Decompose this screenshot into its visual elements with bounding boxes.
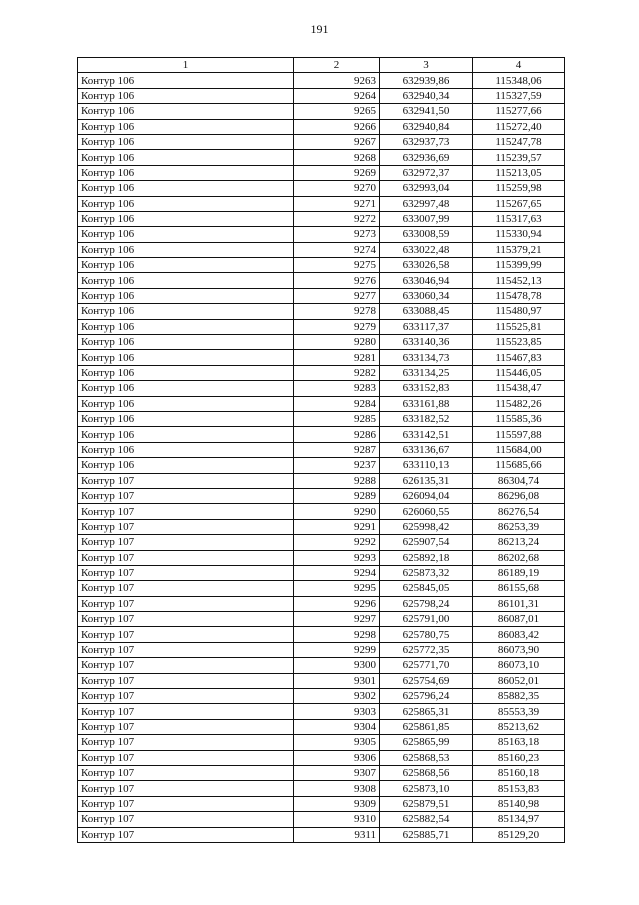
- point-number-cell: 9279: [294, 319, 380, 334]
- contour-name-cell: Контур 106: [78, 427, 294, 442]
- y-coordinate-cell: 85153,83: [473, 781, 565, 796]
- contour-name-cell: Контур 106: [78, 88, 294, 103]
- x-coordinate-cell: 633182,52: [380, 411, 473, 426]
- table-row: [78, 565, 565, 580]
- table-row: [78, 596, 565, 611]
- point-number-cell: 9284: [294, 396, 380, 411]
- page-number: 191: [310, 22, 329, 36]
- contour-name-cell: Контур 107: [78, 796, 294, 811]
- contour-name-cell: Контур 107: [78, 735, 294, 750]
- y-coordinate-cell: 115277,66: [473, 104, 565, 119]
- point-number-cell: 9302: [294, 689, 380, 704]
- contour-name-cell: Контур 107: [78, 658, 294, 673]
- point-number-cell: 9307: [294, 765, 380, 780]
- table-row: [78, 165, 565, 180]
- x-coordinate-cell: 632993,04: [380, 181, 473, 196]
- y-coordinate-cell: 115239,57: [473, 150, 565, 165]
- point-number-cell: 9309: [294, 796, 380, 811]
- y-coordinate-cell: 115317,63: [473, 211, 565, 226]
- x-coordinate-cell: 625892,18: [380, 550, 473, 565]
- contour-name-cell: Контур 107: [78, 750, 294, 765]
- y-coordinate-cell: 115685,66: [473, 458, 565, 473]
- table-row: [78, 519, 565, 534]
- y-coordinate-cell: 115399,99: [473, 258, 565, 273]
- table-row: [78, 504, 565, 519]
- y-coordinate-cell: 86276,54: [473, 504, 565, 519]
- y-coordinate-cell: 85163,18: [473, 735, 565, 750]
- table-row: [78, 473, 565, 488]
- x-coordinate-cell: 633007,99: [380, 211, 473, 226]
- point-number-cell: 9281: [294, 350, 380, 365]
- header-col-1: 1: [78, 58, 294, 73]
- table-row: [78, 273, 565, 288]
- y-coordinate-cell: 85213,62: [473, 719, 565, 734]
- table-row: [78, 181, 565, 196]
- header-col-2: 2: [294, 58, 380, 73]
- contour-name-cell: Контур 106: [78, 73, 294, 88]
- x-coordinate-cell: 633152,83: [380, 381, 473, 396]
- point-number-cell: 9271: [294, 196, 380, 211]
- point-number-cell: 9273: [294, 227, 380, 242]
- table-row: [78, 211, 565, 226]
- table-row: [78, 581, 565, 596]
- x-coordinate-cell: 633046,94: [380, 273, 473, 288]
- point-number-cell: 9293: [294, 550, 380, 565]
- contour-name-cell: Контур 107: [78, 781, 294, 796]
- y-coordinate-cell: 86052,01: [473, 673, 565, 688]
- contour-name-cell: Контур 106: [78, 242, 294, 257]
- table-row: [78, 796, 565, 811]
- point-number-cell: 9278: [294, 304, 380, 319]
- table-row: [78, 365, 565, 380]
- x-coordinate-cell: 632939,86: [380, 73, 473, 88]
- point-number-cell: 9274: [294, 242, 380, 257]
- y-coordinate-cell: 115247,78: [473, 134, 565, 149]
- x-coordinate-cell: 625907,54: [380, 535, 473, 550]
- y-coordinate-cell: 86083,42: [473, 627, 565, 642]
- contour-name-cell: Контур 107: [78, 504, 294, 519]
- table-row: [78, 150, 565, 165]
- y-coordinate-cell: 115525,81: [473, 319, 565, 334]
- x-coordinate-cell: 633022,48: [380, 242, 473, 257]
- contour-name-cell: Контур 107: [78, 565, 294, 580]
- contour-name-cell: Контур 107: [78, 765, 294, 780]
- y-coordinate-cell: 115327,59: [473, 88, 565, 103]
- x-coordinate-cell: 632972,37: [380, 165, 473, 180]
- contour-name-cell: Контур 106: [78, 335, 294, 350]
- y-coordinate-cell: 115597,88: [473, 427, 565, 442]
- point-number-cell: 9270: [294, 181, 380, 196]
- x-coordinate-cell: 625772,35: [380, 642, 473, 657]
- table-row: [78, 288, 565, 303]
- x-coordinate-cell: 625754,69: [380, 673, 473, 688]
- x-coordinate-cell: 626135,31: [380, 473, 473, 488]
- y-coordinate-cell: 85140,98: [473, 796, 565, 811]
- y-coordinate-cell: 86304,74: [473, 473, 565, 488]
- x-coordinate-cell: 625771,70: [380, 658, 473, 673]
- point-number-cell: 9277: [294, 288, 380, 303]
- table-row: [78, 750, 565, 765]
- point-number-cell: 9283: [294, 381, 380, 396]
- contour-name-cell: Контур 106: [78, 350, 294, 365]
- x-coordinate-cell: 633117,37: [380, 319, 473, 334]
- point-number-cell: 9306: [294, 750, 380, 765]
- contour-name-cell: Контур 106: [78, 458, 294, 473]
- point-number-cell: 9310: [294, 812, 380, 827]
- y-coordinate-cell: 86073,10: [473, 658, 565, 673]
- point-number-cell: 9301: [294, 673, 380, 688]
- x-coordinate-cell: 625791,00: [380, 612, 473, 627]
- contour-name-cell: Контур 107: [78, 519, 294, 534]
- x-coordinate-cell: 632997,48: [380, 196, 473, 211]
- point-number-cell: 9290: [294, 504, 380, 519]
- contour-name-cell: Контур 107: [78, 612, 294, 627]
- point-number-cell: 9263: [294, 73, 380, 88]
- y-coordinate-cell: 85160,18: [473, 765, 565, 780]
- point-number-cell: 9266: [294, 119, 380, 134]
- y-coordinate-cell: 85160,23: [473, 750, 565, 765]
- contour-name-cell: Контур 107: [78, 581, 294, 596]
- contour-name-cell: Контур 107: [78, 488, 294, 503]
- point-number-cell: 9276: [294, 273, 380, 288]
- y-coordinate-cell: 115330,94: [473, 227, 565, 242]
- y-coordinate-cell: 85882,35: [473, 689, 565, 704]
- x-coordinate-cell: 633110,13: [380, 458, 473, 473]
- x-coordinate-cell: 625873,32: [380, 565, 473, 580]
- header-col-3: 3: [380, 58, 473, 73]
- x-coordinate-cell: 625865,99: [380, 735, 473, 750]
- table-row: [78, 673, 565, 688]
- contour-name-cell: Контур 107: [78, 673, 294, 688]
- point-number-cell: 9294: [294, 565, 380, 580]
- table-row: [78, 612, 565, 627]
- table-body: [78, 73, 565, 843]
- point-number-cell: 9286: [294, 427, 380, 442]
- table-row: [78, 319, 565, 334]
- y-coordinate-cell: 86073,90: [473, 642, 565, 657]
- y-coordinate-cell: 115379,21: [473, 242, 565, 257]
- contour-name-cell: Контур 106: [78, 288, 294, 303]
- point-number-cell: 9304: [294, 719, 380, 734]
- table-row: [78, 458, 565, 473]
- contour-name-cell: Контур 106: [78, 134, 294, 149]
- x-coordinate-cell: 625796,24: [380, 689, 473, 704]
- contour-name-cell: Контур 106: [78, 211, 294, 226]
- contour-name-cell: Контур 106: [78, 119, 294, 134]
- x-coordinate-cell: 633088,45: [380, 304, 473, 319]
- point-number-cell: 9292: [294, 535, 380, 550]
- x-coordinate-cell: 625798,24: [380, 596, 473, 611]
- point-number-cell: 9299: [294, 642, 380, 657]
- point-number-cell: 9280: [294, 335, 380, 350]
- point-number-cell: 9300: [294, 658, 380, 673]
- table-row: [78, 442, 565, 457]
- point-number-cell: 9305: [294, 735, 380, 750]
- table-row: [78, 642, 565, 657]
- point-number-cell: 9289: [294, 488, 380, 503]
- y-coordinate-cell: 115213,05: [473, 165, 565, 180]
- table-row: [78, 88, 565, 103]
- y-coordinate-cell: 115467,83: [473, 350, 565, 365]
- table-row: [78, 427, 565, 442]
- x-coordinate-cell: 625882,54: [380, 812, 473, 827]
- x-coordinate-cell: 625868,56: [380, 765, 473, 780]
- contour-name-cell: Контур 106: [78, 396, 294, 411]
- y-coordinate-cell: 115585,36: [473, 411, 565, 426]
- point-number-cell: 9288: [294, 473, 380, 488]
- y-coordinate-cell: 86296,08: [473, 488, 565, 503]
- x-coordinate-cell: 626094,04: [380, 488, 473, 503]
- contour-name-cell: Контур 106: [78, 196, 294, 211]
- table-row: [78, 719, 565, 734]
- table-row: [78, 781, 565, 796]
- x-coordinate-cell: 625861,85: [380, 719, 473, 734]
- x-coordinate-cell: 633008,59: [380, 227, 473, 242]
- y-coordinate-cell: 115478,78: [473, 288, 565, 303]
- table-row: [78, 689, 565, 704]
- y-coordinate-cell: 86202,68: [473, 550, 565, 565]
- contour-name-cell: Контур 107: [78, 812, 294, 827]
- contour-name-cell: Контур 106: [78, 365, 294, 380]
- y-coordinate-cell: 86253,39: [473, 519, 565, 534]
- x-coordinate-cell: 625845,05: [380, 581, 473, 596]
- y-coordinate-cell: 115259,98: [473, 181, 565, 196]
- table-row: [78, 765, 565, 780]
- table-row: [78, 258, 565, 273]
- point-number-cell: 9303: [294, 704, 380, 719]
- table-row: [78, 411, 565, 426]
- table-row: [78, 227, 565, 242]
- x-coordinate-cell: 633142,51: [380, 427, 473, 442]
- contour-name-cell: Контур 107: [78, 719, 294, 734]
- table-row: [78, 812, 565, 827]
- table-row: [78, 396, 565, 411]
- point-number-cell: 9269: [294, 165, 380, 180]
- contour-name-cell: Контур 106: [78, 150, 294, 165]
- point-number-cell: 9287: [294, 442, 380, 457]
- x-coordinate-cell: 633134,25: [380, 365, 473, 380]
- table-row: [78, 104, 565, 119]
- y-coordinate-cell: 115348,06: [473, 73, 565, 88]
- y-coordinate-cell: 115452,13: [473, 273, 565, 288]
- x-coordinate-cell: 625885,71: [380, 827, 473, 842]
- y-coordinate-cell: 115523,85: [473, 335, 565, 350]
- point-number-cell: 9296: [294, 596, 380, 611]
- y-coordinate-cell: 85134,97: [473, 812, 565, 827]
- point-number-cell: 9285: [294, 411, 380, 426]
- table-row: [78, 134, 565, 149]
- table-row: [78, 704, 565, 719]
- table-row: [78, 827, 565, 842]
- x-coordinate-cell: 633134,73: [380, 350, 473, 365]
- y-coordinate-cell: 86101,31: [473, 596, 565, 611]
- coordinates-table: [77, 57, 565, 843]
- x-coordinate-cell: 633136,67: [380, 442, 473, 457]
- point-number-cell: 9275: [294, 258, 380, 273]
- x-coordinate-cell: 633026,58: [380, 258, 473, 273]
- table-row: [78, 488, 565, 503]
- contour-name-cell: Контур 106: [78, 165, 294, 180]
- x-coordinate-cell: 632940,34: [380, 88, 473, 103]
- table-row: [78, 735, 565, 750]
- table-row: [78, 535, 565, 550]
- contour-name-cell: Контур 107: [78, 627, 294, 642]
- y-coordinate-cell: 85129,20: [473, 827, 565, 842]
- x-coordinate-cell: 632941,50: [380, 104, 473, 119]
- point-number-cell: 9291: [294, 519, 380, 534]
- y-coordinate-cell: 86155,68: [473, 581, 565, 596]
- x-coordinate-cell: 625873,10: [380, 781, 473, 796]
- contour-name-cell: Контур 107: [78, 535, 294, 550]
- table-row: [78, 550, 565, 565]
- contour-name-cell: Контур 106: [78, 319, 294, 334]
- contour-name-cell: Контур 106: [78, 104, 294, 119]
- point-number-cell: 9264: [294, 88, 380, 103]
- table-row: [78, 627, 565, 642]
- contour-name-cell: Контур 106: [78, 258, 294, 273]
- contour-name-cell: Контур 106: [78, 411, 294, 426]
- point-number-cell: 9268: [294, 150, 380, 165]
- table-header: [78, 58, 565, 73]
- y-coordinate-cell: 115267,65: [473, 196, 565, 211]
- point-number-cell: 9311: [294, 827, 380, 842]
- y-coordinate-cell: 115684,00: [473, 442, 565, 457]
- y-coordinate-cell: 115480,97: [473, 304, 565, 319]
- table-row: [78, 381, 565, 396]
- table-row: [78, 196, 565, 211]
- x-coordinate-cell: 633161,88: [380, 396, 473, 411]
- y-coordinate-cell: 86213,24: [473, 535, 565, 550]
- contour-name-cell: Контур 107: [78, 642, 294, 657]
- x-coordinate-cell: 625998,42: [380, 519, 473, 534]
- point-number-cell: 9267: [294, 134, 380, 149]
- y-coordinate-cell: 86189,19: [473, 565, 565, 580]
- contour-name-cell: Контур 107: [78, 473, 294, 488]
- x-coordinate-cell: 625868,53: [380, 750, 473, 765]
- point-number-cell: 9297: [294, 612, 380, 627]
- contour-name-cell: Контур 106: [78, 381, 294, 396]
- contour-name-cell: Контур 107: [78, 827, 294, 842]
- y-coordinate-cell: 115482,26: [473, 396, 565, 411]
- point-number-cell: 9295: [294, 581, 380, 596]
- x-coordinate-cell: 633140,36: [380, 335, 473, 350]
- point-number-cell: 9282: [294, 365, 380, 380]
- x-coordinate-cell: 632940,84: [380, 119, 473, 134]
- y-coordinate-cell: 115272,40: [473, 119, 565, 134]
- table-row: [78, 658, 565, 673]
- x-coordinate-cell: 626060,55: [380, 504, 473, 519]
- table-row: [78, 73, 565, 88]
- x-coordinate-cell: 625879,51: [380, 796, 473, 811]
- contour-name-cell: Контур 106: [78, 227, 294, 242]
- contour-name-cell: Контур 107: [78, 596, 294, 611]
- y-coordinate-cell: 115438,47: [473, 381, 565, 396]
- x-coordinate-cell: 625865,31: [380, 704, 473, 719]
- contour-name-cell: Контур 107: [78, 550, 294, 565]
- table-row: [78, 304, 565, 319]
- point-number-cell: 9308: [294, 781, 380, 796]
- table-row: [78, 119, 565, 134]
- y-coordinate-cell: 115446,05: [473, 365, 565, 380]
- point-number-cell: 9237: [294, 458, 380, 473]
- contour-name-cell: Контур 106: [78, 304, 294, 319]
- table-row: [78, 242, 565, 257]
- x-coordinate-cell: 632936,69: [380, 150, 473, 165]
- contour-name-cell: Контур 107: [78, 704, 294, 719]
- x-coordinate-cell: 632937,73: [380, 134, 473, 149]
- header-col-4: 4: [473, 58, 565, 73]
- table-row: [78, 350, 565, 365]
- header-row: [78, 58, 565, 73]
- table-row: [78, 335, 565, 350]
- y-coordinate-cell: 85553,39: [473, 704, 565, 719]
- x-coordinate-cell: 625780,75: [380, 627, 473, 642]
- point-number-cell: 9298: [294, 627, 380, 642]
- contour-name-cell: Контур 106: [78, 442, 294, 457]
- contour-name-cell: Контур 107: [78, 689, 294, 704]
- point-number-cell: 9272: [294, 211, 380, 226]
- point-number-cell: 9265: [294, 104, 380, 119]
- x-coordinate-cell: 633060,34: [380, 288, 473, 303]
- y-coordinate-cell: 86087,01: [473, 612, 565, 627]
- contour-name-cell: Контур 106: [78, 181, 294, 196]
- contour-name-cell: Контур 106: [78, 273, 294, 288]
